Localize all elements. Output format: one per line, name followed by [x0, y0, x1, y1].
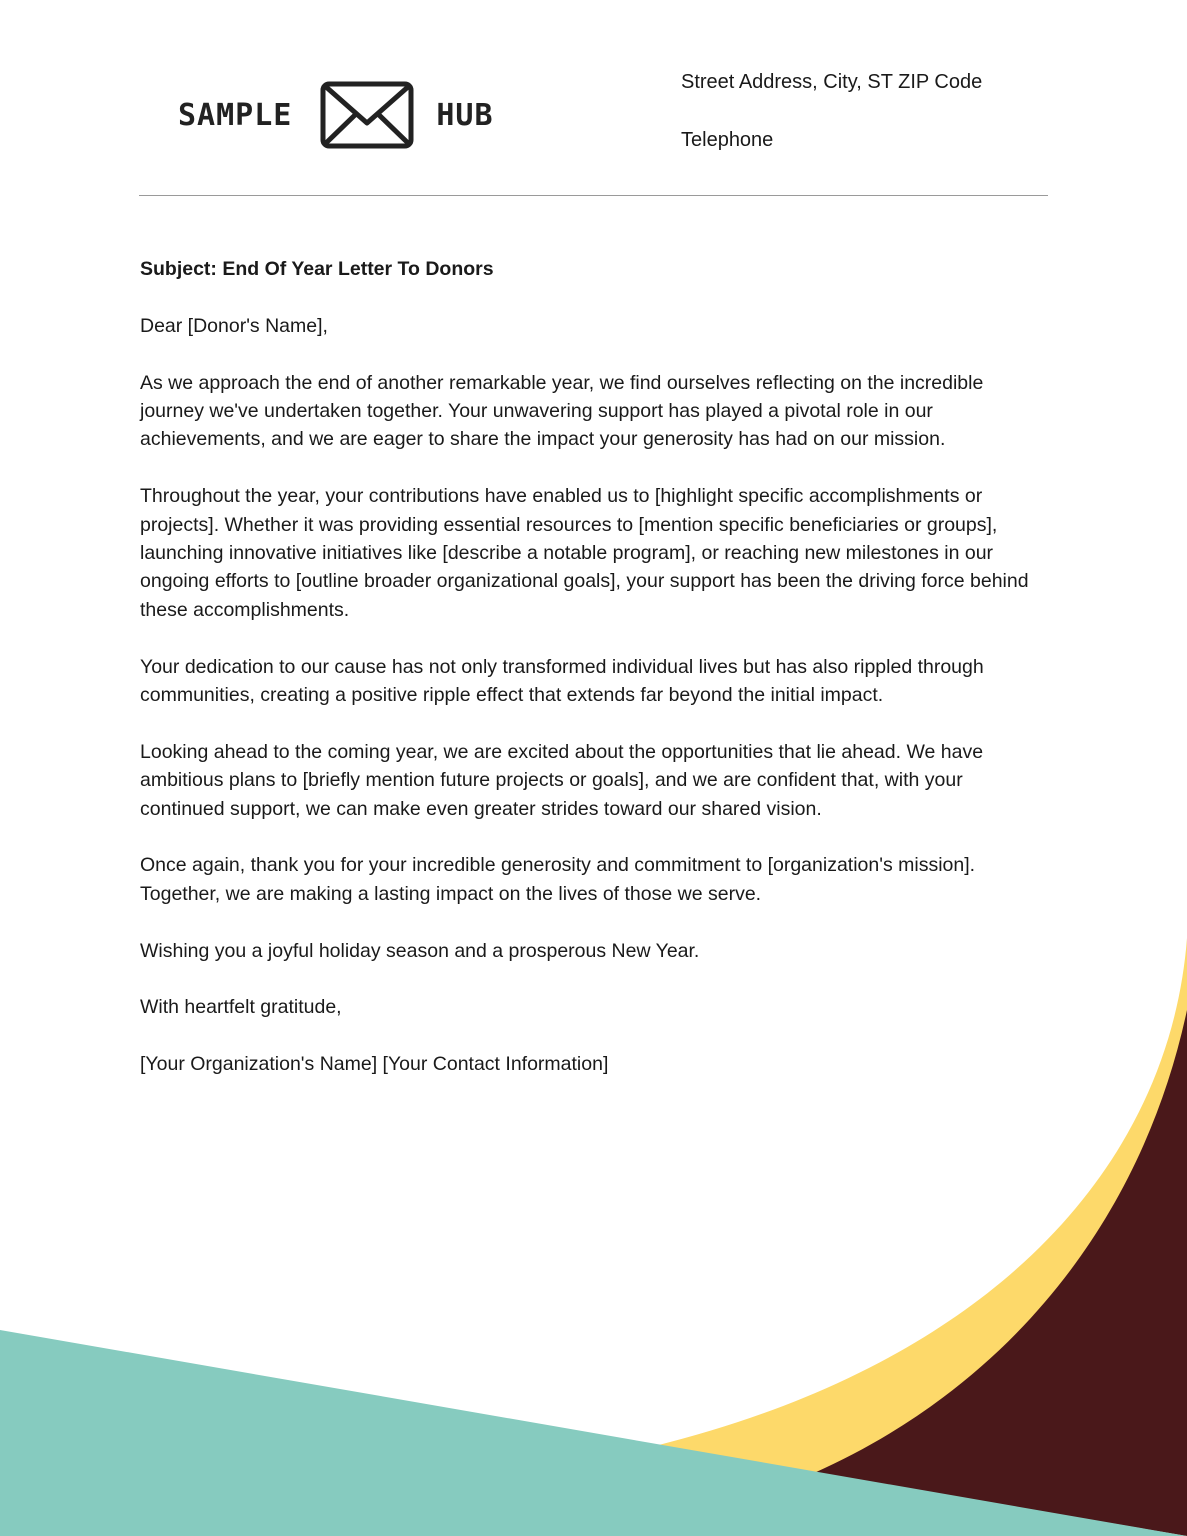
letter-greeting: Dear [Donor's Name],	[140, 314, 328, 337]
envelope-icon	[320, 81, 414, 149]
letter-subject: Subject: End Of Year Letter To Donors	[140, 258, 494, 280]
letter-paragraph: Wishing you a joyful holiday season and a prosperous New Year.	[140, 939, 700, 962]
letter-body	[140, 255, 1050, 1107]
letter-paragraph: Your dedication to our cause has not only transformed individual lives but has also rippled through communities, creating a positive ripple effect that extends far beyond the initial impact.	[140, 655, 984, 707]
letter-closing: With heartfelt gratitude,	[140, 996, 342, 1019]
header-divider	[139, 195, 1048, 196]
letter-paragraph: Looking ahead to the coming year, we are excited about the opportunities that lie ahead. We have ambitious plans to [briefly mention future projects or goals], and we are confident that, with your continued support, we can make even greater strides toward our shared vision.	[140, 740, 984, 820]
telephone: Telephone	[681, 129, 774, 151]
contact-block	[681, 70, 982, 152]
street-address: Street Address, City, ST ZIP Code	[681, 71, 983, 93]
letter-paragraph: Once again, thank you for your incredible generosity and commitment to [organization's mission]. Together, we are making a lasting impact on the lives of those we serve.	[140, 854, 976, 905]
letter-signature: [Your Organization's Name] [Your Contact Information]	[140, 1053, 609, 1076]
company-logo	[178, 80, 494, 150]
logo-word-left: SAMPLE	[178, 97, 293, 133]
logo-word-right: HUB	[436, 97, 494, 133]
letter-paragraph: As we approach the end of another remarkable year, we find ourselves reflecting on the incredible journey we've undertaken together. Your unwavering support has played a pivotal role in our achievements, and we are eager to share the impact your generosity has had on our mission.	[140, 371, 984, 451]
letter-paragraph: Throughout the year, your contributions have enabled us to [highlight specific accomplishments or projects]. Whether it was providing essential resources to [mention specific beneficiaries or groups], launching innovative initiatives like [describe a notable program], or reaching new milestones in our ongoing efforts to [outline broader organizational goals], your support has been the driving force behind these accomplishments.	[140, 485, 1029, 621]
